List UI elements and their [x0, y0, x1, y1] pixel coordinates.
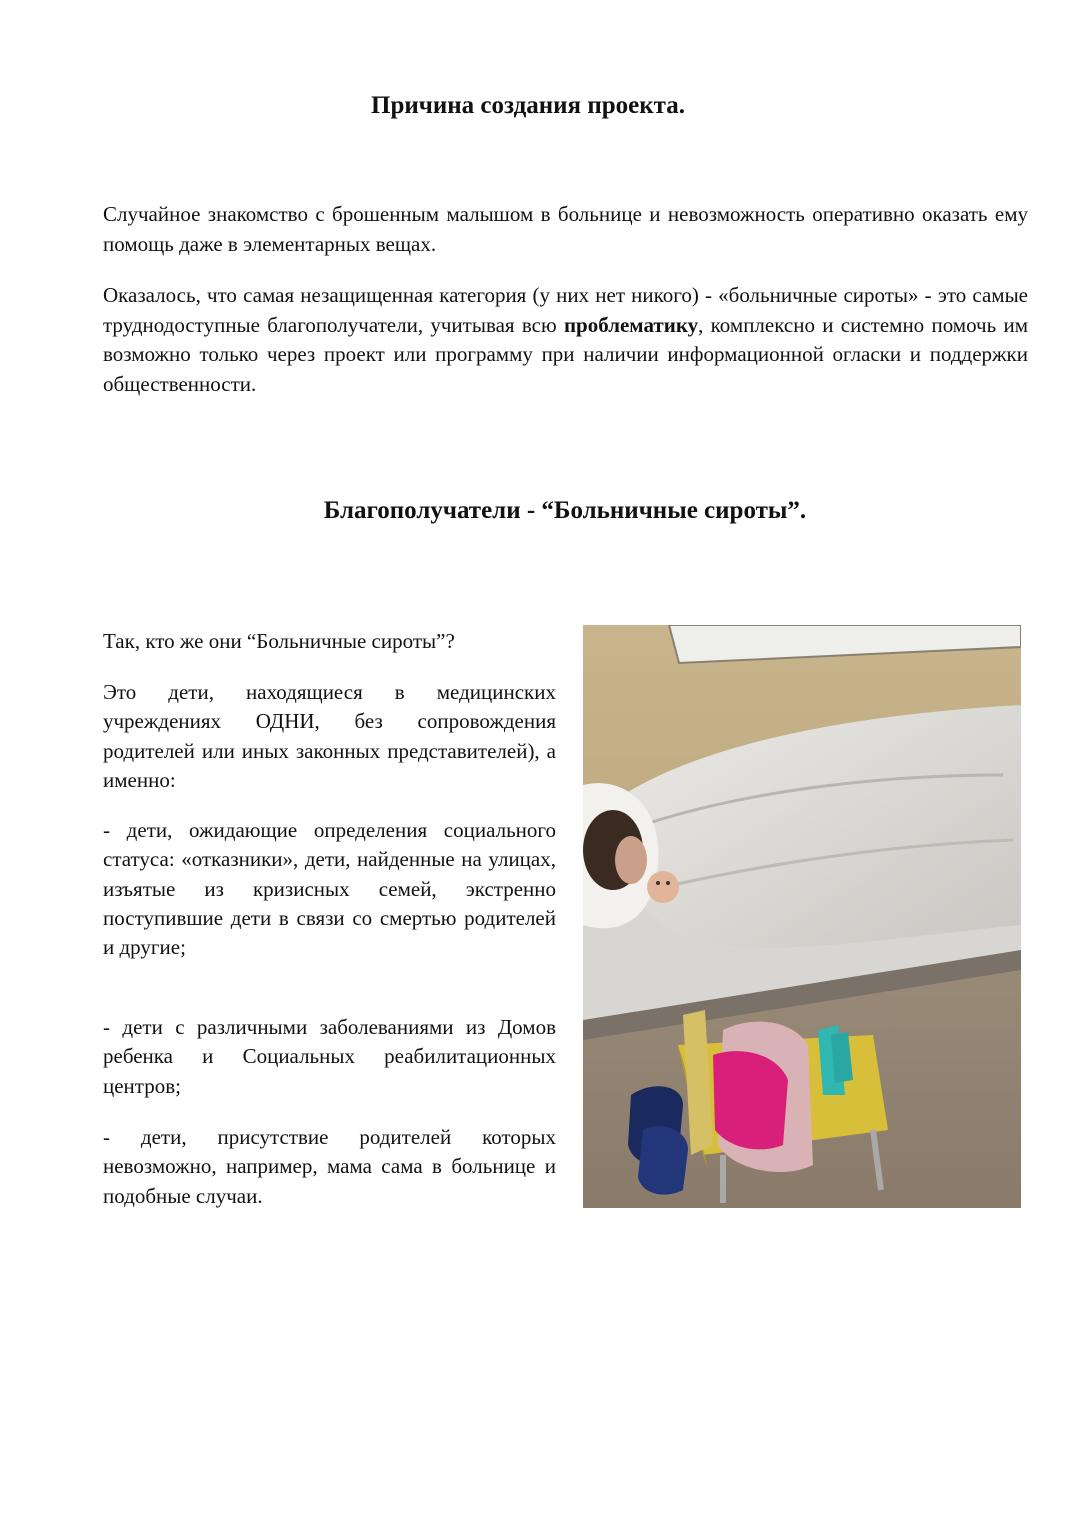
- list-item-text: - дети, присутствие родителей которых невозможно, например, мама сама в больнице и подобные случаи.: [103, 1125, 556, 1208]
- doll: [647, 871, 679, 903]
- list-item: [103, 1013, 556, 1101]
- section-title-beneficiaries: Благополучатели - “Больничные сироты”.: [323, 497, 807, 524]
- paragraph-text-part1: Оказалось, что самая незащищенная категория (у них нет никого) - «больничные сироты» - это самые труднодоступные благополучатели, учитывая всю: [103, 283, 1028, 337]
- intro-block: [103, 678, 556, 795]
- list-item-text: - дети, ожидающие определения социального статуса: «отказники», дети, найденные на улицах, изъятые из кризисных семей, экстренно поступившие дети в связи со смертью родителей и другие;: [103, 818, 556, 960]
- list-item: [103, 816, 556, 962]
- photo-child-in-hospital-bed: [583, 625, 1021, 1208]
- paragraph-acquaintance: Случайное знакомство с брошенным малышом в больнице и невозможность оперативно оказать ему помощь даже в элементарных вещах.: [103, 202, 1028, 256]
- section-title-project-reason: Причина создания проекта.: [371, 92, 685, 119]
- clothes-pink: [713, 1051, 788, 1149]
- list-item: [103, 1123, 556, 1211]
- paragraph-bold-word: проблематику: [563, 312, 699, 337]
- question-text: Так, кто же они “Больничные сироты”?: [103, 629, 455, 653]
- paragraph-hospital-orphans: [103, 281, 1028, 399]
- question-block: [103, 627, 556, 656]
- intro-text: Это дети, находящиеся в медицинских учреждениях ОДНИ, без сопровождения родителей или иных законных представителей), а именно:: [103, 680, 556, 792]
- list-item-text: - дети с различными заболеваниями из Домов ребенка и Социальных реабилитационных центров;: [103, 1015, 556, 1098]
- paragraph-text-part2: , комплексно и системно помочь им возможно только через проект или программу при наличии информационной огласки и поддержки общественности.: [103, 312, 1029, 396]
